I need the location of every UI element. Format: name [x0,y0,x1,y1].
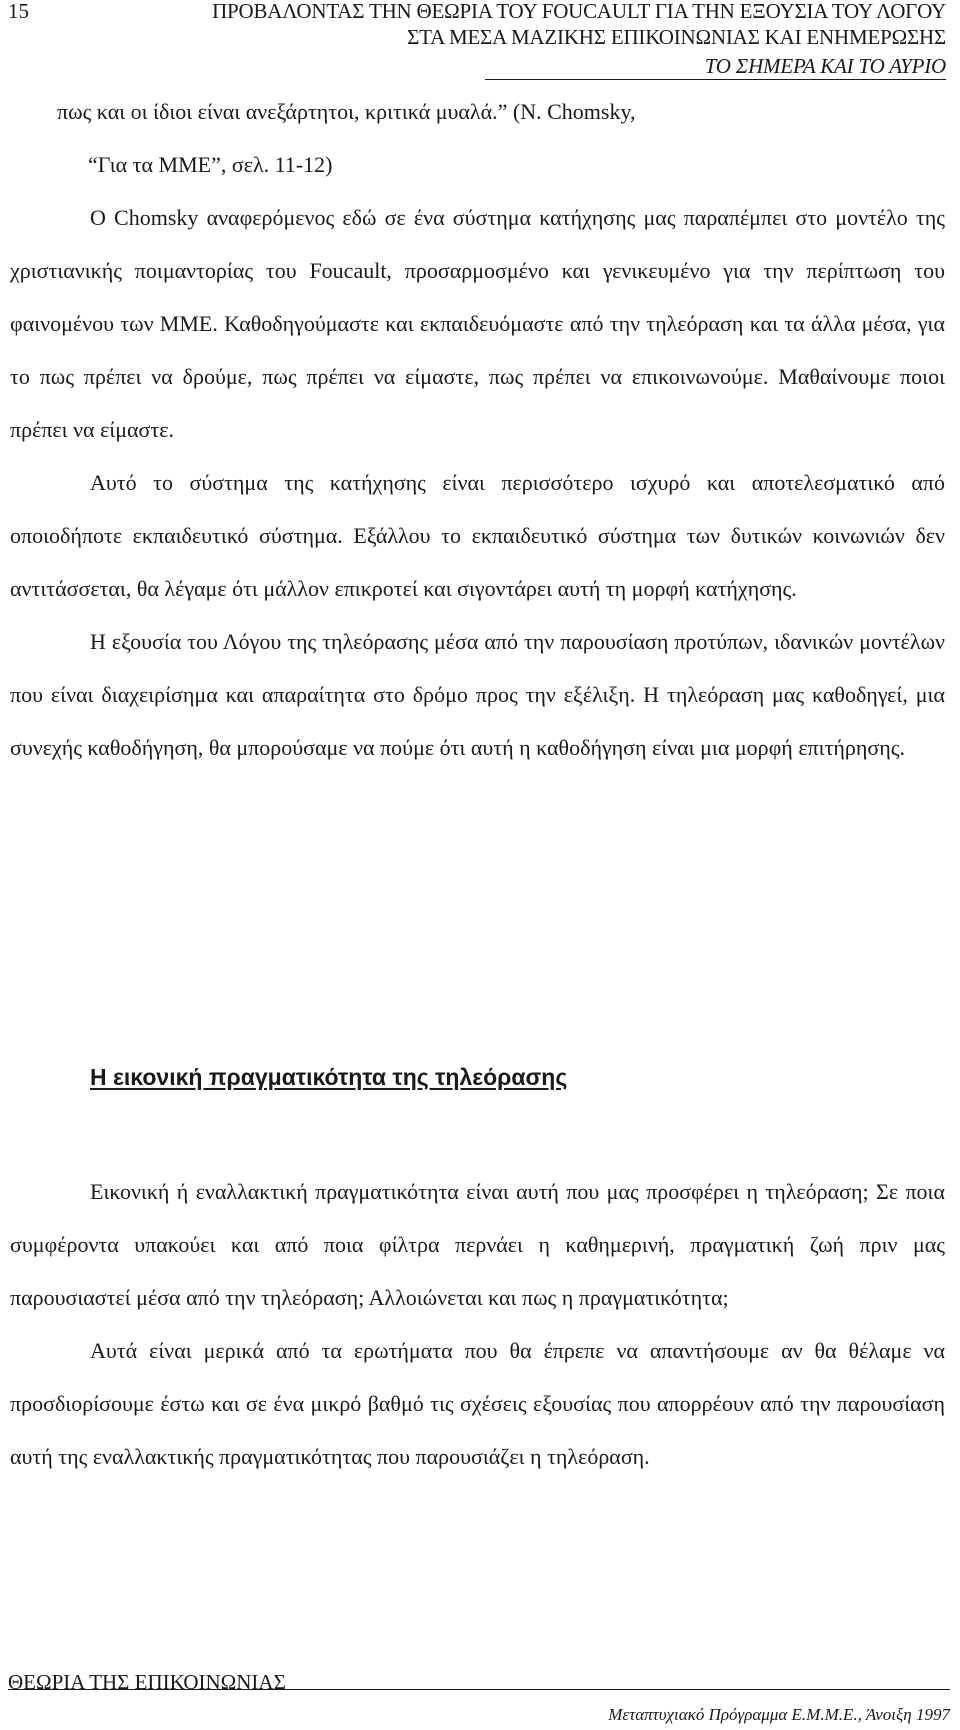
footer-course-title: ΘΕΩΡΙΑ ΤΗΣ ΕΠΙΚΟΙΝΩΝΙΑΣ [8,1670,286,1694]
footer-program: Μεταπτυχιακό Πρόγραμμα Ε.Μ.Μ.Ε., Άνοιξη 1997 [608,1705,950,1724]
running-header-line-1: ΠΡΟΒΑΛΟΝΤΑΣ ΤΗΝ ΘΕΩΡΙΑ ΤΟΥ FOUCAULT ΓΙΑ ΤΗΝ ΕΞΟΥΣΙΑ ΤΟΥ ΛΟΓΟΥ [212,0,946,23]
quote-line: πως και οι ίδιοι είναι ανεξάρτητοι, κριτικά μυαλά.” (N. Chomsky, [57,99,636,124]
footer-rule [8,1689,950,1690]
paragraph: Αυτό το σύστημα της κατήχησης είναι περισσότερο ισχυρό και αποτελεσματικό από οποιοδήποτε εκπαιδευτικό σύστημα. Εξάλλου το εκπαιδευτικό σύστημα των δυτικών κοινωνιών δεν αντιτάσσεται, θα λέγαμε ότι μάλλον επικροτεί και σιγοντάρει αυτή τη μορφή κατήχησης. [10,470,945,601]
running-header-line-2: ΣΤΑ ΜΕΣΑ ΜΑΖΙΚΗΣ ΕΠΙΚΟΙΝΩΝΙΑΣ ΚΑΙ ΕΝΗΜΕΡΩΣΗΣ [407,25,946,49]
paragraph: Εικονική ή εναλλακτική πραγματικότητα είναι αυτή που μας προσφέρει η τηλεόραση; Σε ποια συμφέροντα υπακούει και από ποια φίλτρα περνάει η καθημερινή, πραγματική ζωή πριν μας παρουσιαστεί μέσα από την τηλεόραση; Αλλοιώνεται και πως η πραγματικότητα; [10,1179,945,1310]
body-text-upper [10,191,945,774]
body-text-lower [10,1165,945,1483]
paragraph: Ο Chomsky αναφερόμενος εδώ σε ένα σύστημα κατήχησης μας παραπέμπει στο μοντέλο της χριστιανικής ποιμαντορίας του Foucault, προσαρμοσμένο και γενικευμένο για την περίπτωση του φαινομένου των ΜΜΕ. Καθοδηγούμαστε και εκπαιδευόμαστε από την τηλεόραση και τα άλλα μέσα, για το πως πρέπει να δρούμε, πως πρέπει να είμαστε, πως πρέπει να επικοινωνούμε. Μαθαίνουμε ποιοι πρέπει να είμαστε. [10,205,945,442]
quote-block [10,85,945,191]
paragraph: Η εξουσία του Λόγου της τηλεόρασης μέσα από την παρουσίαση προτύπων, ιδανικών μοντέλων που είναι διαχειρίσημα και απαραίτητα στο δρόμο προς την εξέλιξη. Η τηλεόραση μας καθοδηγεί, μια συνεχής καθοδήγηση, θα μπορούσαμε να πούμε ότι αυτή η καθοδήγηση είναι μια μορφή επιτήρησης. [10,629,945,760]
page-number: 15 [8,0,29,23]
header-rule [485,79,946,80]
section-heading: Η εικονική πραγματικότητα της τηλεόρασης [90,1064,568,1090]
running-header-line-3: ΤΟ ΣΗΜΕΡΑ ΚΑΙ ΤΟ ΑΥΡΙΟ [704,54,946,78]
quote-citation: “Για τα ΜΜΕ”, σελ. 11-12) [88,152,333,177]
paragraph: Αυτά είναι μερικά από τα ερωτήματα που θα έπρεπε να απαντήσουμε αν θα θέλαμε να προσδιορίσουμε έστω και σε ένα μικρό βαθμό τις σχέσεις εξουσίας που απορρέουν από την παρουσίαση αυτή της εναλλακτικής πραγματικότητας που παρουσιάζει η τηλεόραση. [10,1338,945,1469]
